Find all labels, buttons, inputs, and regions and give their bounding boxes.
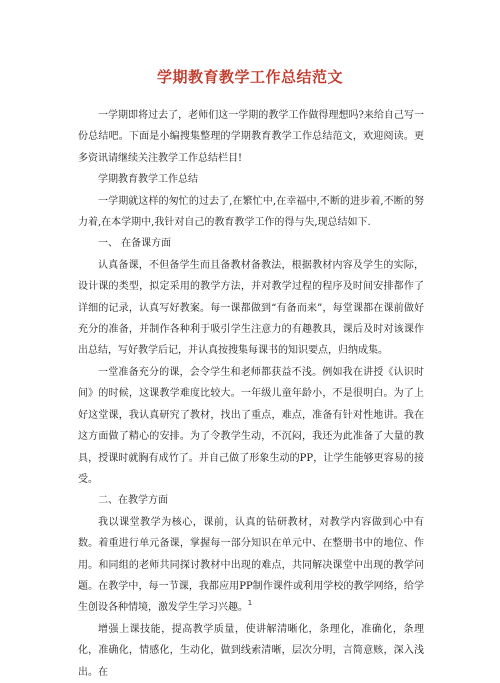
section-heading-lesson-prep: 一、 在备课方面 xyxy=(98,238,172,250)
document-title: 学期教育教学工作总结范文 xyxy=(156,68,343,86)
paragraph-teaching: 我以课堂教学为核心，课前，认真的钻研教材，对教学内容做到心中有数。着重进行单元备课，掌握每一部分知识在单元中、在整册书中的地位、作用。和同组的老师共同探讨教材中出现的难点，共同解决课堂中出现的教学问题。在教学中，每一节课，我都应用PP制作课件或利用学校的教学网络，给学生创设各种情境，激发学生学习兴趣。 xyxy=(78,516,424,614)
paragraph-intro: 一学期即将过去了，老师们这一学期的教学工作做得理想吗?来给自己写一份总结吧。下面是小编搜集整理的学期教育教学工作总结范文，欢迎阅读。更多资讯请继续关注教学工作总结栏目! xyxy=(78,110,424,164)
document-body xyxy=(78,105,424,683)
paragraph-subtitle: 学期教育教学工作总结 xyxy=(98,174,198,186)
page-number: 1 xyxy=(247,599,253,607)
paragraph-lesson-prep: 认真备课，不但备学生而且备教材备教法，根据教材内容及学生的实际，设计课的类型，拟定采用的教学方法，并对教学过程的程序及时间安排都作了详细的记录，认真写好教案。每一课都做到“有备而来”，每堂课都在课前做好充分的准备，并制作各种利于吸引学生注意力的有趣教具，课后及时对该课作出总结，写好教学后记，并认真按搜集每课书的知识要点，归纳成集。 xyxy=(78,259,424,357)
paragraph-summary: 一学期就这样的匆忙的过去了,在繁忙中,在幸福中,不断的进步着,不断的努力着,在本学期中,我针对自己的教育教学工作的得与失,现总结如下. xyxy=(78,195,424,229)
paragraph-lesson-example: 一堂准备充分的课，会令学生和老师都获益不浅。例如我在讲授《认识时间》的时候，这课教学难度比较大。一年级儿童年龄小，不是很明白。为了上好这堂课，我认真研究了教材，找出了重点，难点，准备有针对性地讲。我在这方面做了精心的安排。为了令教学生动，不沉闷，我还为此准备了大量的教具，授课时就胸有成竹了。并自己做了形象生动的PP，让学生能够更容易的接受。 xyxy=(78,366,424,485)
section-heading-teaching: 二、在教学方面 xyxy=(98,495,168,507)
paragraph-teaching-skills: 增强上课技能，提高教学质量，使讲解清晰化，条理化，准确化，条理化，准确化，情感化，生动化，做到线索清晰，层次分明，言简意赅，深入浅出。在 xyxy=(78,623,424,678)
